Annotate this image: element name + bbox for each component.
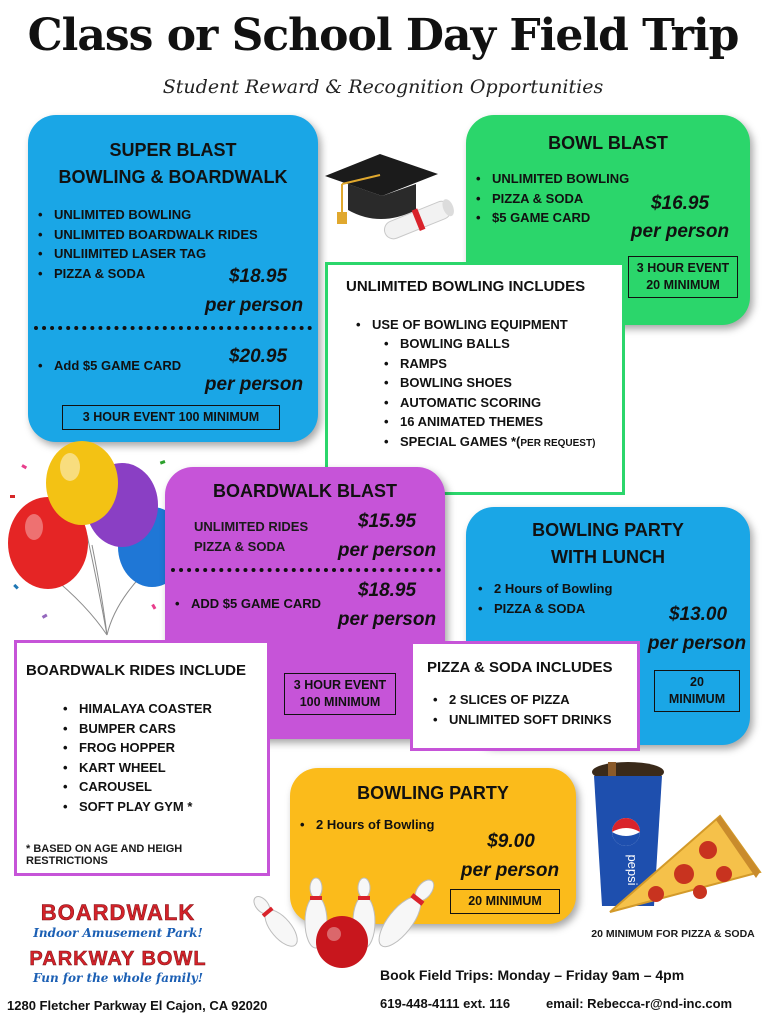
super-blast-title-line2: BOWLING & BOARDWALK: [58, 167, 288, 187]
bowling-lunch-minimum-line1: 20: [690, 675, 704, 689]
list-item: • FROG HOPPER: [57, 738, 212, 758]
list-item: • BOWLING SHOES: [378, 373, 595, 393]
bowling-lunch-minimum-line2: MINIMUM: [668, 692, 726, 706]
unlimited-bowling-main-list: [350, 315, 568, 335]
super-blast-per-person: per person: [204, 295, 304, 316]
list-item: • 2 SLICES OF PIZZA: [427, 690, 612, 710]
boardwalk-blast-minimum-line2: 100 MINIMUM: [299, 695, 381, 709]
balloons-icon: [2, 435, 192, 640]
parkway-bowl-logo: [20, 948, 216, 985]
list-item: • PIZZA & SODA: [32, 264, 258, 284]
address: 1280 Fletcher Parkway El Cajon, CA 92020: [7, 998, 268, 1013]
super-blast-minimum-badge: 3 HOUR EVENT 100 MINIMUM: [62, 405, 280, 430]
boardwalk-rides-title: BOARDWALK RIDES INCLUDE: [26, 662, 246, 679]
bowl-blast-minimum-line1: 3 HOUR EVENT: [636, 261, 730, 275]
list-item: • HIMALAYA COASTER: [57, 699, 212, 719]
list-item: • SOFT PLAY GYM *: [57, 797, 212, 817]
bowling-lunch-minimum-badge: [654, 670, 740, 712]
bowling-lunch-title-line1: BOWLING PARTY: [532, 520, 684, 540]
boardwalk-blast-items: [194, 517, 308, 556]
list-item: • 2 Hours of Bowling: [472, 579, 612, 599]
boardwalk-blast-addon-per-person: per person: [337, 609, 437, 630]
boardwalk-logo: [20, 900, 216, 940]
boardwalk-rides-footnote: * BASED ON AGE AND HEIGH RESTRICTIONS: [26, 843, 183, 867]
bowling-lunch-title-line2: WITH LUNCH: [551, 547, 665, 567]
list-item: • UNLIMITED SOFT DRINKS: [427, 710, 612, 730]
bowling-lunch-list: [472, 579, 612, 618]
list-item: • UNLIMITED BOWLING: [32, 205, 258, 225]
page-title: Class or School Day Field Trip: [27, 10, 739, 61]
list-item: • ADD $5 GAME CARD: [169, 594, 321, 614]
boardwalk-blast-addon-list: [169, 594, 321, 614]
boardwalk-blast-item: UNLIMITED RIDES: [194, 519, 309, 534]
boardwalk-blast-item: PIZZA & SODA: [194, 538, 286, 554]
list-item: • 2 Hours of Bowling: [294, 815, 434, 835]
bowl-blast-minimum-line2: 20 MINIMUM: [646, 278, 720, 292]
bowling-party-per-person: per person: [460, 860, 560, 881]
list-item: • UNLIIMITED LASER TAG: [32, 244, 258, 264]
list-item: • AUTOMATIC SCORING: [378, 393, 595, 413]
cup-text: pepsi: [625, 854, 640, 886]
bowl-blast-title: BOWL BLAST: [548, 133, 668, 153]
unlimited-bowling-title: UNLIMITED BOWLING INCLUDES: [346, 278, 586, 295]
list-item: • UNLIMITED BOARDWALK RIDES: [32, 225, 258, 245]
super-blast-card: [28, 115, 318, 442]
list-item: • Add $5 GAME CARD: [32, 356, 181, 376]
divider: [34, 326, 312, 330]
special-games-label: SPECIAL GAMES *(: [400, 433, 521, 449]
bowl-blast-list: [470, 169, 629, 228]
bowling-party-price: $9.00: [487, 831, 535, 852]
graduation-cap-icon: [320, 148, 460, 248]
boardwalk-blast-addon-price: $18.95: [357, 580, 417, 601]
bowling-party-minimum-badge: 20 MINIMUM: [450, 889, 560, 914]
phone-number[interactable]: 619-448-4111 ext. 116: [380, 996, 511, 1011]
page-subtitle: Student Reward & Recognition Opportunities: [162, 76, 604, 98]
super-blast-title-line1: SUPER BLAST: [109, 140, 237, 160]
booking-hours: Book Field Trips: Monday – Friday 9am – 4pm: [380, 967, 685, 983]
pizza-soda-title: PIZZA & SODA INCLUDES: [427, 659, 613, 676]
boardwalk-blast-price: $15.95: [357, 511, 417, 532]
bowling-pins-icon: [246, 852, 436, 977]
list-item: • PIZZA & SODA: [470, 189, 629, 209]
bowl-blast-minimum-badge: [628, 256, 738, 298]
pizza-minimum-note: 20 MINIMUM FOR PIZZA & SODA: [591, 928, 755, 940]
boardwalk-logo-tagline: Indoor Amusement Park!: [33, 926, 203, 940]
pizza-soda-panel: [410, 641, 640, 751]
list-item: • RAMPS: [378, 354, 595, 374]
divider: [171, 568, 441, 572]
parkway-logo-text: PARKWAY BOWL: [29, 948, 207, 970]
list-item: • PIZZA & SODA: [472, 599, 612, 619]
bowling-party-list: [294, 815, 434, 835]
parkway-logo-tagline: Fun for the whole family!: [32, 971, 204, 985]
list-item: • USE OF BOWLING EQUIPMENT: [350, 315, 568, 335]
bowl-blast-per-person: per person: [630, 221, 730, 242]
boardwalk-blast-minimum-badge: [284, 673, 396, 715]
pizza-soda-list: [427, 690, 612, 729]
super-blast-addon-per-person: per person: [204, 374, 304, 395]
pizza-slice-icon: [606, 812, 764, 920]
email-address[interactable]: email: Rebecca-r@nd-inc.com: [546, 996, 733, 1011]
boardwalk-blast-title: BOARDWALK BLAST: [213, 481, 397, 501]
super-blast-addon-price: $20.95: [228, 346, 288, 367]
bowling-lunch-price: $13.00: [668, 604, 728, 625]
super-blast-price: $18.95: [228, 266, 288, 287]
super-blast-addon-list: [32, 356, 181, 376]
special-games-note: PER REQUEST): [520, 437, 596, 449]
list-item: • KART WHEEL: [57, 758, 212, 778]
boardwalk-blast-per-person: per person: [337, 540, 437, 561]
list-item: • UNLIMITED BOWLING: [470, 169, 629, 189]
boardwalk-rides-panel: [14, 640, 270, 876]
list-item: • CAROUSEL: [57, 777, 212, 797]
list-item: • 16 ANIMATED THEMES: [378, 412, 595, 432]
unlimited-bowling-panel: [325, 262, 625, 495]
unlimited-bowling-sub-list: [378, 334, 595, 453]
list-item: [378, 432, 595, 454]
list-item: • BUMPER CARS: [57, 719, 212, 739]
boardwalk-logo-text: BOARDWALK: [40, 900, 196, 925]
boardwalk-rides-list: [57, 699, 212, 816]
list-item: • $5 GAME CARD: [470, 208, 629, 228]
bowl-blast-price: $16.95: [650, 193, 710, 214]
bowling-party-title: BOWLING PARTY: [357, 783, 509, 803]
list-item: • BOWLING BALLS: [378, 334, 595, 354]
bowling-lunch-per-person: per person: [647, 633, 747, 654]
boardwalk-blast-minimum-line1: 3 HOUR EVENT: [293, 678, 387, 692]
